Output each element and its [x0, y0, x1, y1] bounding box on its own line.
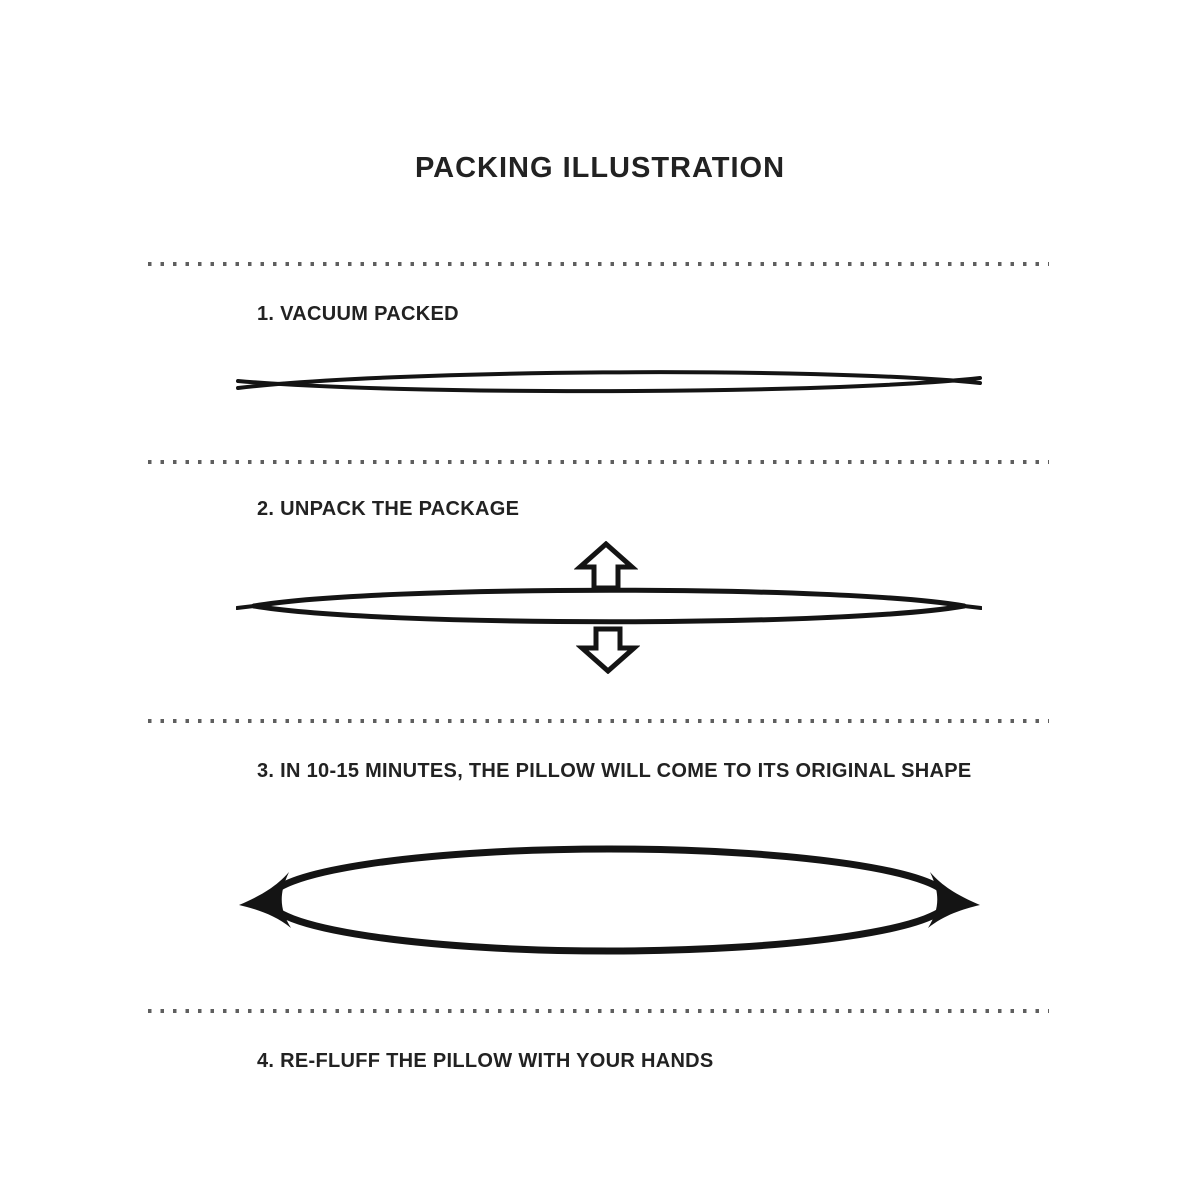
vacuum-packed-pillow-icon: [236, 357, 982, 405]
page-title: PACKING ILLUSTRATION: [414, 152, 786, 184]
dotted-divider-1: [148, 262, 1049, 266]
step-4-label: 4. RE-FLUFF THE PILLOW WITH YOUR HANDS: [257, 1050, 714, 1072]
expanded-pillow-icon: [236, 842, 983, 958]
step-2-label: 2. UNPACK THE PACKAGE: [257, 498, 520, 520]
dotted-divider-3: [148, 719, 1049, 723]
down-arrow-icon: [576, 626, 640, 674]
step-1-label: 1. VACUUM PACKED: [257, 303, 459, 325]
dotted-divider-2: [148, 460, 1049, 464]
dotted-divider-4: [148, 1009, 1049, 1013]
step-3-label: 3. IN 10-15 MINUTES, THE PILLOW WILL COME TO ITS ORIGINAL SHAPE: [257, 760, 972, 782]
